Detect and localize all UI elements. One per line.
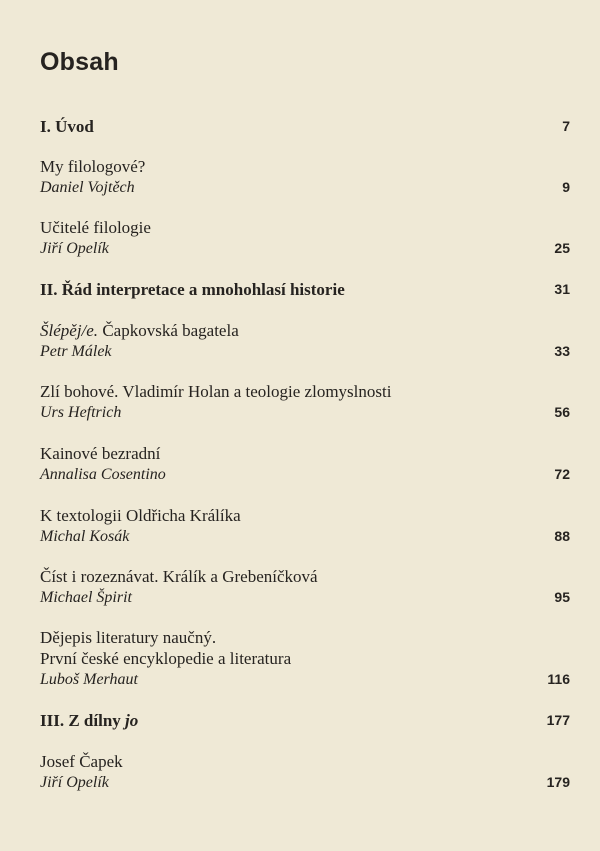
section-title: II. Řád interpretace a mnohohlasí historie — [40, 280, 345, 299]
section-title-rest: III. Z dílny — [40, 711, 126, 730]
toc-entry — [40, 751, 570, 793]
entry-title: Učitelé filologie — [40, 218, 151, 237]
entry-author: Jiří Opelík — [40, 774, 109, 791]
page-number: 88 — [554, 528, 570, 544]
entry-title-italic: Šlépěj/e. — [40, 321, 99, 340]
section-title — [40, 710, 570, 731]
page-number: 56 — [554, 404, 570, 420]
entry-title-line-2: První české encyklopedie a literatura — [40, 649, 292, 668]
page-number: 179 — [546, 774, 570, 790]
toc-entry — [40, 505, 570, 547]
page-number: 95 — [554, 589, 570, 605]
page-number: 25 — [554, 240, 570, 256]
entry-title: K textologii Oldřicha Králíka — [40, 506, 241, 525]
toc-entry — [40, 443, 570, 485]
entry-author: Daniel Vojtěch — [40, 179, 135, 196]
page-number: 72 — [554, 466, 570, 482]
entry-title-line-1: Dějepis literatury naučný. — [40, 628, 217, 647]
entry-author: Urs Heftrich — [40, 404, 122, 421]
toc-entry — [40, 381, 570, 423]
page-number: 116 — [547, 671, 570, 687]
toc-entry — [40, 156, 570, 198]
entry-title-rest: Čapkovská bagatela — [98, 321, 239, 340]
page-number: 7 — [562, 118, 570, 134]
entry-author: Michael Špirit — [40, 589, 132, 606]
entry-title — [40, 320, 570, 341]
page-title: Obsah — [40, 48, 119, 76]
toc-entry — [40, 217, 570, 259]
page-number: 33 — [554, 343, 570, 359]
entry-title: Kainové bezradní — [40, 444, 161, 463]
entry-title: Zlí bohové. Vladimír Holan a teologie zlomyslnosti — [40, 382, 392, 401]
page-number: 31 — [554, 281, 570, 297]
toc-section-3 — [40, 710, 570, 731]
toc-section-1 — [40, 116, 570, 137]
toc-entry — [40, 566, 570, 608]
entry-author: Annalisa Cosentino — [40, 466, 166, 483]
entry-author: Luboš Merhaut — [40, 671, 138, 688]
entry-author: Michal Kosák — [40, 528, 130, 545]
entry-author: Jiří Opelík — [40, 240, 109, 257]
page-number: 9 — [562, 179, 570, 195]
entry-title: Číst i rozeznávat. Králík a Grebeníčková — [40, 567, 318, 586]
page-number: 177 — [546, 712, 570, 728]
toc-entry — [40, 627, 570, 690]
section-title-italic: jo — [125, 711, 139, 730]
toc-entry — [40, 320, 570, 362]
section-title: I. Úvod — [40, 117, 94, 136]
entry-author: Petr Málek — [40, 343, 112, 360]
entry-title: Josef Čapek — [40, 752, 123, 771]
toc-section-2 — [40, 279, 570, 300]
entry-title: My filologové? — [40, 157, 146, 176]
